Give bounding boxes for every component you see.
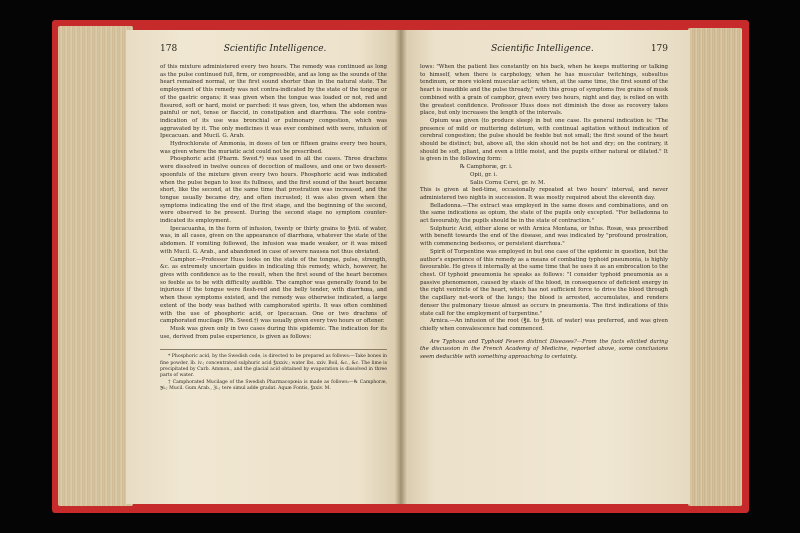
left-page [126, 30, 401, 504]
paragraph: Belladonna.—The extract was employed in the same doses and combinations, and on the same indications as opium, the state of the pupils only excepted. "For belladonna to act favourably, the pupils should be in the state of contraction." [420, 202, 668, 225]
right-body-text [420, 64, 668, 164]
paragraph: Ipecacuanha, in the form of infusion, twenty or thirty grains to ℥viii. of water, was, in all cases, given on the appearance of diarrhœa, whatever the state of the abdomen. If vomiting followed, the infusion was made weaker, or it was mixed with Mucil. G. Arab., and abandoned in case of severe nausea not thus obviated. [160, 225, 387, 255]
paragraph: Opium was given (to produce sleep) in but one case. Its general indication is: "The presence of mild or muttering delirium, with continual agitation without indication of cerebral congestion; the pulse should be feeble but not small; the first sound of the heart should be distinct; but, above all, the skin should not be hot and dry; on the contrary, it should be soft, pliant, and even a little moist, and the pupils either natural or dilated." It is given in the following form: [420, 117, 668, 163]
page-edges-right [688, 28, 742, 506]
footnote: * Phosphoric acid, by the Swedish code, is directed to be prepared as follows:—Take bones in fine powder, lb. iv.; concentrated sulphuric acid ℥xxxiv.; water lbs. xxiv. Boil, &c., &c. The lime is precipitated by Carb. Ammon., and the glacial acid obtained by evaporation is dissolved in three parts of water. [160, 354, 387, 379]
prescription [420, 164, 668, 187]
page-edges-left [58, 26, 133, 506]
left-running-head [160, 44, 387, 54]
prescription-line: ℞ Camphoræ, gr. i. [460, 164, 513, 171]
footnote: † Camphorated Mucilage of the Swedish Pharmacopœia is made as follows:—℞ Camphoræ, ℈i.; Mucil. Gum Arab., ℨi.; tere simul adde gradat. Aquæ Fontis, ℥xxiv. M. [160, 379, 387, 391]
paragraph: Spirit of Turpentine was employed in but one case of the epidemic in question, but the author's experience of this remedy as a means of combating typhoid pneumonia, is highly favourable. He gives it internally at the same time that he uses it as an embrocation to the chest. Of typhoid pneumonia he speaks as follows: "I consider typhoid pneumonia as a passive phenomenon, caused by stasis of the blood, in consequence of deficient energy in the right ventricle of the heart, which has not sufficient force to drive the blood through the capillary net-work of the lungs; the blood is arrested, accumulates, and renders denser the pulmonary tissue almost as occurs in pneumonia. The first indications of this state call for the employment of turpentine." [420, 248, 669, 317]
paragraph: Phosphoric acid (Pharm. Swed.*) was used in all the cases. Three drachms were dissolved in twelve ounces of decoction of mallows, and one or two dessert-spoonfuls of the mixture given every two hours. Phosphoric acid was indicated when the pulse began to lose its fullness, and the first sound of the heart became short, like the second, at the same time that prostration was increased, and the tongue usually became dry, and often incrusted; it was also given when the symptoms indicating the end of the first stage, and the beginning of the second, were observed to be present. During the second stage no symptom counter-indicated its employment. [160, 156, 387, 225]
paragraph: lows: "When the patient lies constantly on his back, when he keeps muttering or talking to himself, when there is carphology, when he has muscular twitchings, subsultus tendinum, or more violent muscular action; when, at the same time, the first sound of the heart is inaudible and the pulse thready," with this group of symptoms five grains of musk combined with a grain of camphor, given every two hours, night and day, is relied on with the greatest confidence. Professor Huss does not diminish the dose as recovery takes place, but only increases the length of the intervals. [420, 64, 668, 117]
paragraph: Musk was given only in two cases during this epidemic. The indication for its use, derived from pulse experience, is given as follows: [160, 325, 387, 340]
book-gutter [395, 30, 407, 504]
left-running-title: Scientific Intelligence. [223, 44, 327, 54]
left-body-text [160, 64, 387, 341]
right-body-text-continued [420, 187, 668, 361]
right-page-number: 179 [650, 44, 668, 54]
left-page-number: 178 [160, 44, 178, 54]
right-running-head [420, 44, 668, 54]
paragraph: Arnica.—An infusion of the root (℥ii. to ℥viii. of water) was preferred, and was given chiefly when convalescence had commenced. [420, 318, 668, 332]
left-footnotes [160, 349, 387, 392]
prescription-line: Opii, gr. i. [470, 171, 498, 178]
paragraph: Hydrochlorate of Ammonia, in doses of ten or fifteen grains every two hours, was given where the muriatic acid could not be prescribed. [160, 141, 387, 155]
paragraph: of this mixture administered every two hours. The remedy was continued as long as the pulse continued full, firm, or compressible, and as long as the sounds of the heart remained normal, or the first sound shorter than in the natural state. The employment of this remedy was not contra-indicated by the state of the tongue or of the gastric organs; it was given when the tongue was loaded or not, red and fissured, soft or hard, moist or parched: it was given, too, when the abdomen was painful or not, tense or flaccid, in constipation and diarrhœa. The sole contra-indication of its use was bronchial or pulmonary congestion, which was aggravated by it. The only medicines it was ever combined with were, infusion of Ipecacuan. and Mucil. G. Arab. [160, 64, 387, 140]
right-running-title: Scientific Intelligence. [491, 44, 594, 54]
section-paragraph: Are Typhous and Typhoid Fevers distinct Diseases?—From the facts elicited during the discussion in the French Academy of Medicine, reported above, some conclusions seem deducible with something approaching to certainty. [420, 338, 668, 361]
paragraph: Sulphuric Acid, either alone or with Arnica Montana, or Infus. Rosæ, was prescribed with benefit towards the end of the disease, and was indicated by "profound prostration, with commencing bedsores, or persistent diarrhœa." [420, 225, 668, 248]
prescription-line: Salis Cornu Cervi, gr. iv. M. [470, 179, 546, 186]
paragraph: This is given at bed-time, occasionally repeated at two hours' interval, and never administered two nights in succession. It was mostly required about the eleventh day. [420, 187, 668, 201]
paragraph: Camphor.—Professor Huss looks on the state of the tongue, pulse, strength, &c. as extremely uncertain guides in indicating this remedy, which, however, he gives with confidence as to the result, when the first sound of the heart becomes so feeble as to be with difficulty audible. The camphor was generally found to be injurious if the tongue were flesh-red and the belly tender, with diarrhœa, and when these symptoms existed, and the remedy was otherwise indicated, a large extent of the body was bathed with camphorated spirits. It was often combined with the use of phosphoric acid, or Ipecacuan. One or two drachms of camphorated mucilage (Ph. Swed.†) was usually given every two hours or oftener. [160, 256, 387, 325]
right-page [400, 30, 690, 504]
